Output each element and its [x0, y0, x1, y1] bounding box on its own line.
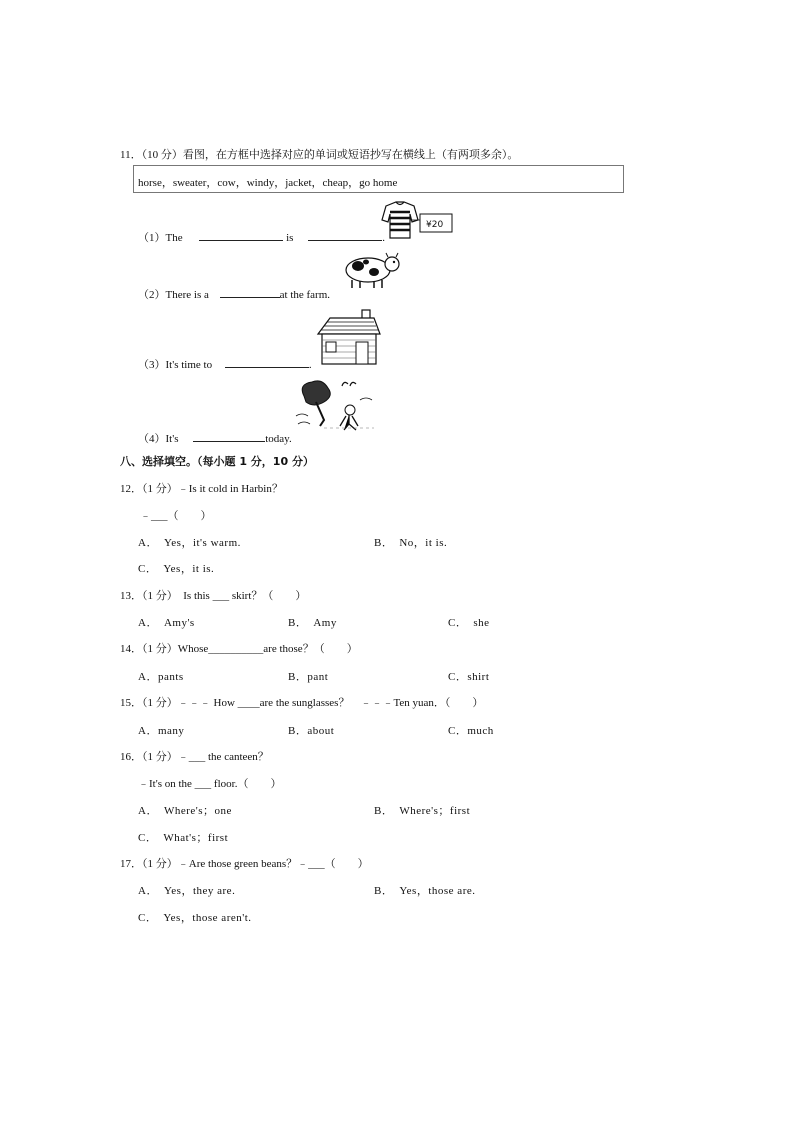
q11-item-3-end: .: [308, 359, 312, 371]
question-12-stem: 12．（1 分）﹣Is it cold in Harbin？: [120, 483, 283, 495]
q11-item-3-label: （3）It's time to: [138, 359, 213, 371]
windy-tree-icon: [294, 376, 378, 436]
q16-option-b[interactable]: B． Where's；first: [374, 805, 471, 817]
q11-item-4-label: （4）It's: [138, 433, 179, 445]
question-15-stem: 15．（1 分）﹣﹣﹣ How ____are the sunglasses？ ﹣﹣﹣Ten yuan．（ ）: [120, 697, 484, 709]
q17-option-b[interactable]: B． Yes，those are.: [374, 885, 476, 897]
q13-option-c[interactable]: C． she: [448, 617, 490, 629]
q12-option-b[interactable]: B． No，it is.: [374, 537, 448, 549]
sweater-icon: [378, 200, 454, 242]
q11-item-4: [138, 430, 292, 446]
question-14-stem: 14．（1 分）Whose__________are those？（ ）: [120, 643, 358, 655]
q11-item-3: [138, 356, 312, 372]
question-17-stem: 17．（1 分）﹣Are those green beans？﹣___（ ）: [120, 858, 369, 870]
word-bank-box: [133, 165, 624, 193]
question-13-stem: 13．（1 分） Is this ___ skirt？（ ）: [120, 590, 307, 602]
answer-blank-4[interactable]: [193, 430, 265, 442]
section-8-title: 八、选择填空。（每小题 1 分，10 分）: [120, 455, 314, 468]
q14-option-c[interactable]: C．shirt: [448, 671, 490, 683]
answer-blank-1b[interactable]: [308, 229, 382, 241]
q13-option-b[interactable]: B． Amy: [288, 617, 337, 629]
cow-icon: [340, 250, 404, 290]
q17-option-a[interactable]: A． Yes，they are.: [138, 885, 236, 897]
q12-option-c[interactable]: C． Yes，it is.: [138, 563, 215, 575]
q14-option-a[interactable]: A．pants: [138, 671, 184, 683]
q11-item-1-end: .: [382, 232, 385, 244]
q16-option-c[interactable]: C． What's；first: [138, 832, 229, 844]
question-11-prompt: 11．（10 分）看图，在方框中选择对应的单词或短语抄写在横线上（有两项多余）。: [120, 149, 519, 161]
q11-item-2: [138, 286, 330, 302]
question-16-stem: 16．（1 分）﹣___ the canteen？: [120, 751, 269, 763]
q13-option-a[interactable]: A． Amy's: [138, 617, 195, 629]
q15-option-b[interactable]: B．about: [288, 725, 335, 737]
q11-item-1-label: （1）The: [138, 232, 183, 244]
q11-item-2-end: at the farm.: [279, 289, 331, 301]
answer-blank-1a[interactable]: [199, 229, 283, 241]
answer-blank-2[interactable]: [220, 286, 280, 298]
question-12-answer-line: ﹣___（ ）: [140, 510, 212, 522]
q11-item-2-label: （2）There is a: [138, 289, 209, 301]
answer-blank-3[interactable]: [225, 356, 309, 368]
q14-option-b[interactable]: B．pant: [288, 671, 329, 683]
house-picture: [316, 308, 382, 366]
question-16-line2: ﹣It's on the ___ floor.（ ）: [138, 778, 282, 790]
q11-item-4-end: today.: [265, 433, 292, 445]
house-icon: [316, 308, 382, 366]
q16-option-a[interactable]: A． Where's；one: [138, 805, 232, 817]
q15-option-a[interactable]: A．many: [138, 725, 185, 737]
sweater-price-picture: [378, 200, 454, 242]
price-tag-text: ¥20: [426, 220, 444, 230]
cow-picture: [340, 250, 404, 290]
windy-picture: [294, 376, 378, 436]
q17-option-c[interactable]: C． Yes，those aren't.: [138, 912, 252, 924]
q15-option-c[interactable]: C．much: [448, 725, 494, 737]
q12-option-a[interactable]: A． Yes，it's warm.: [138, 537, 241, 549]
q11-item-1-mid: is: [286, 232, 294, 244]
word-bank-text: horse，sweater，cow，windy，jacket，cheap，go home: [138, 177, 398, 189]
q11-item-1: [138, 229, 385, 245]
